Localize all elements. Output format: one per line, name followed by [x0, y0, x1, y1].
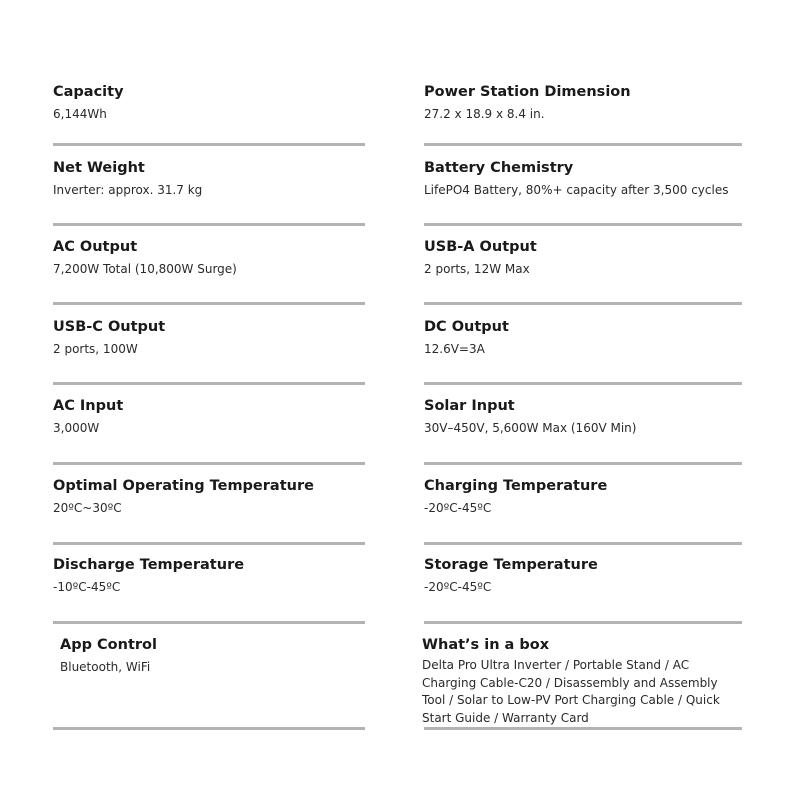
spec-title: DC Output	[424, 319, 509, 335]
spec-value: Bluetooth, WiFi	[60, 660, 151, 674]
spec-value: 3,000W	[53, 421, 100, 435]
spec-value: 20ºC~30ºC	[53, 501, 122, 515]
spec-title: Solar Input	[424, 398, 515, 414]
spec-title: USB-C Output	[53, 319, 166, 335]
spec-title: What’s in a box	[422, 637, 550, 653]
spec-value: -10ºC-45ºC	[53, 580, 121, 594]
spec-dc-output	[424, 318, 742, 385]
spec-battery-chemistry	[424, 159, 742, 226]
spec-title: Battery Chemistry	[424, 160, 574, 176]
spec-net-weight	[53, 159, 365, 226]
spec-title: Capacity	[53, 84, 124, 100]
spec-storage-temperature	[424, 556, 742, 624]
spec-app-control	[53, 636, 365, 730]
spec-title: AC Input	[53, 398, 124, 414]
spec-title: Charging Temperature	[424, 478, 608, 494]
spec-value: 2 ports, 100W	[53, 342, 138, 356]
spec-title: Power Station Dimension	[424, 84, 631, 100]
spec-title: Net Weight	[53, 160, 145, 176]
spec-title: Storage Temperature	[424, 557, 598, 573]
spec-ac-input	[53, 397, 365, 465]
spec-usb-c-output	[53, 318, 365, 385]
spec-value: 7,200W Total (10,800W Surge)	[53, 262, 237, 276]
spec-solar-input	[424, 397, 742, 465]
spec-title: AC Output	[53, 239, 138, 255]
spec-capacity	[53, 83, 365, 146]
spec-value: Delta Pro Ultra Inverter / Portable Stand / AC Charging Cable-C20 / Disassembly and Assembly Tool / Solar to Low-PV Port Charging Cable / Quick Start Guide / Warranty Card	[422, 658, 720, 725]
spec-usb-a-output	[424, 238, 742, 305]
spec-value: 27.2 x 18.9 x 8.4 in.	[424, 107, 545, 121]
spec-power-station-dimension	[424, 83, 742, 146]
spec-value: 30V–450V, 5,600W Max (160V Min)	[424, 421, 637, 435]
spec-value: -20ºC-45ºC	[424, 501, 492, 515]
spec-discharge-temperature	[53, 556, 365, 624]
spec-value: Inverter: approx. 31.7 kg	[53, 183, 203, 197]
spec-title: USB-A Output	[424, 239, 537, 255]
spec-whats-in-a-box	[424, 636, 742, 730]
spec-value: -20ºC-45ºC	[424, 580, 492, 594]
spec-title: App Control	[60, 637, 157, 653]
spec-title: Optimal Operating Temperature	[53, 478, 314, 494]
spec-charging-temperature	[424, 477, 742, 545]
spec-ac-output	[53, 238, 365, 305]
spec-value: 6,144Wh	[53, 107, 107, 121]
spec-value: 12.6V=3A	[424, 342, 485, 356]
spec-value: LifePO4 Battery, 80%+ capacity after 3,500 cycles	[424, 183, 729, 197]
spec-optimal-operating-temperature	[53, 477, 365, 545]
spec-value: 2 ports, 12W Max	[424, 262, 530, 276]
spec-title: Discharge Temperature	[53, 557, 245, 573]
